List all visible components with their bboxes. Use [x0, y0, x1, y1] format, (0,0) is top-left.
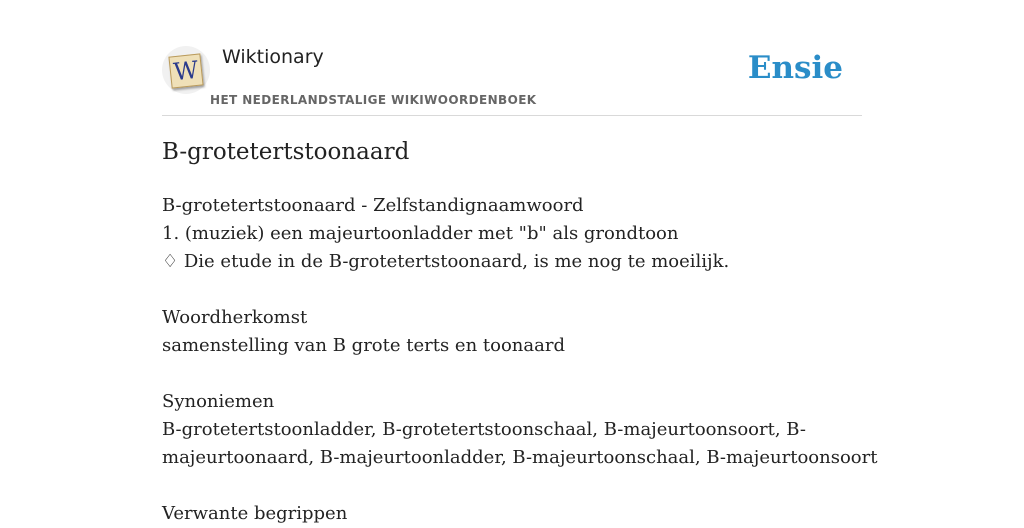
definition-text: 1. (muziek) een majeurtoonladder met "b" als grondtoon: [162, 223, 679, 244]
etymology-heading: Woordherkomst: [162, 307, 308, 328]
wiktionary-logo-icon[interactable]: [162, 46, 210, 94]
spacer: [162, 472, 862, 500]
related-terms-heading: Verwante begrippen: [162, 503, 348, 524]
logo-letter: W: [168, 53, 203, 88]
synonyms-text-line-1: B-grotetertstoonladder, B-grotetertstoonschaal, B-majeurtoonsoort, B-: [162, 419, 806, 440]
synonyms-heading: Synoniemen: [162, 391, 275, 412]
example-sentence: ♢ Die etude in de B-grotetertstoonaard, is me nog te moeilijk.: [162, 251, 730, 272]
site-title[interactable]: Wiktionary: [222, 46, 324, 68]
ensie-brand-link[interactable]: Ensie: [747, 50, 843, 86]
definition-heading: B-grotetertstoonaard - Zelfstandignaamwoord: [162, 195, 584, 216]
site-tagline: HET NEDERLANDSTALIGE WIKIWOORDENBOEK: [210, 93, 537, 107]
etymology-text: samenstelling van B grote terts en toonaard: [162, 335, 565, 356]
spacer: [162, 276, 862, 304]
entry-content: [162, 192, 878, 528]
site-header: [162, 0, 862, 116]
page-title: B-grotetertstoonaard: [162, 139, 410, 165]
synonyms-text-line-2: majeurtoonaard, B-majeurtoonladder, B-majeurtoonschaal, B-majeurtoonsoort: [162, 447, 878, 468]
spacer: [162, 360, 862, 388]
page: [162, 0, 878, 524]
